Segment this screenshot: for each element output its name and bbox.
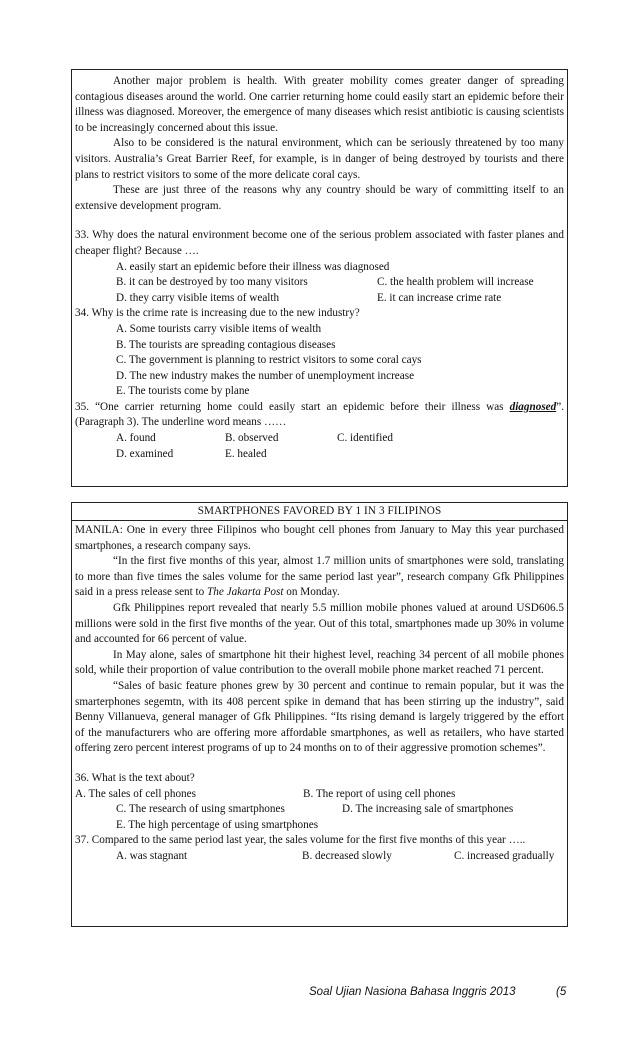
option-b: B. The tourists are spreading contagious diseases bbox=[116, 338, 336, 351]
passage-title: SMARTPHONES FAVORED BY 1 IN 3 FILIPINOS bbox=[72, 503, 567, 521]
question-37: 37. Compared to the same period last year, the sales volume for the first five months of this year ….. bbox=[75, 834, 526, 847]
option-a: A. was stagnant bbox=[116, 849, 188, 862]
paragraph-text: on Monday. bbox=[283, 586, 340, 599]
passage-paragraph: Also to be considered is the natural environment, which can be seriously threatened by too many visitors. Australia’s Great Barrier Reef, for example, is in danger of being destroyed by tourists and there plans to restrict visitors to some of the more delicate coral cays. bbox=[75, 137, 564, 181]
option-c: C. The government is planning to restrict visitors to some coral cays bbox=[116, 354, 422, 367]
reading-passage-box-1 bbox=[71, 69, 568, 487]
footer-title: Soal Ujian Nasiona Bahasa Inggris 2013 bbox=[309, 986, 516, 998]
option-row bbox=[75, 322, 564, 338]
option-row bbox=[75, 447, 564, 463]
question-34: 34. Why is the crime rate is increasing due to the new industry? bbox=[75, 307, 360, 320]
option-e: E. The tourists come by plane bbox=[116, 385, 250, 398]
question-35 bbox=[75, 400, 564, 431]
option-row bbox=[75, 275, 564, 291]
question-36: 36. What is the text about? bbox=[75, 771, 195, 784]
option-a: A. Some tourists carry visible items of wealth bbox=[116, 322, 322, 335]
option-e: E. healed bbox=[225, 447, 267, 460]
option-b: B. observed bbox=[225, 432, 279, 445]
passage-paragraph bbox=[75, 554, 564, 601]
option-row bbox=[75, 291, 564, 307]
option-a: A. The sales of cell phones bbox=[75, 787, 196, 800]
passage-paragraph: These are just three of the reasons why any country should be wary of committing itself to an extensive development program. bbox=[75, 184, 564, 212]
option-row bbox=[75, 353, 564, 369]
option-a: A. found bbox=[116, 432, 156, 445]
option-row bbox=[75, 431, 564, 447]
option-b: B. decreased slowly bbox=[302, 849, 392, 862]
paragraph-text: “In the first five months of this year, almost 1.7 million units of smartphones were sold, translating to more than five times the sales volume for the same period last year”, research company Gfk Philippines said in a press release sent to bbox=[75, 555, 564, 599]
option-row bbox=[75, 818, 564, 834]
option-c: C. increased gradually bbox=[454, 849, 555, 862]
option-row bbox=[75, 260, 564, 276]
option-c: C. the health problem will increase bbox=[377, 276, 534, 289]
option-d: D. they carry visible items of wealth bbox=[116, 291, 280, 304]
passage-paragraph: MANILA: One in every three Filipinos who bought cell phones from January to May this year purchased smartphones, a research company says. bbox=[75, 524, 564, 552]
question-text: 35. “One carrier returning home could easily start an epidemic before their illness was bbox=[75, 400, 510, 413]
option-b: B. it can be destroyed by too many visitors bbox=[116, 276, 308, 289]
passage-paragraph: Another major problem is health. With greater mobility comes greater danger of spreading contagious diseases around the world. One carrier returning home could easily start an epidemic before their illness was diagnosed. Moreover, the emergence of many diseases which resist antibiotic is causing scientists to be increasingly concerned about this issue. bbox=[75, 75, 564, 134]
option-b: B. The report of using cell phones bbox=[303, 787, 456, 800]
option-a: A. easily start an epidemic before their illness was diagnosed bbox=[116, 260, 390, 273]
option-d: D. The new industry makes the number of unemployment increase bbox=[116, 369, 415, 382]
reading-passage-box-2 bbox=[71, 502, 568, 927]
option-d: D. examined bbox=[116, 447, 174, 460]
option-c: C. The research of using smartphones bbox=[116, 803, 285, 816]
option-row bbox=[75, 384, 564, 400]
passage-paragraph: Gfk Philippines report revealed that nearly 5.5 million mobile phones valued at around USD606.5 millions were sold in the first five months of the year. Out of this total, smartphones made up 30% in volume and accounted for 66 percent of value. bbox=[75, 601, 564, 646]
option-row bbox=[75, 849, 564, 865]
question-33: 33. Why does the natural environment become one of the serious problem associated with faster planes and cheaper flight? Because …. bbox=[75, 229, 564, 257]
option-e: E. it can increase crime rate bbox=[377, 291, 502, 304]
page-footer bbox=[309, 986, 567, 998]
option-row bbox=[75, 369, 564, 385]
option-row bbox=[75, 787, 564, 803]
page-number: (5 bbox=[556, 986, 567, 998]
publication-name: The Jakarta Post bbox=[207, 586, 284, 599]
option-row bbox=[75, 338, 564, 354]
question-text: ”. (Paragraph 3). The underline word means …… bbox=[75, 400, 564, 429]
option-d: D. The increasing sale of smartphones bbox=[342, 803, 514, 816]
option-c: C. identified bbox=[337, 432, 393, 445]
passage-paragraph: In May alone, sales of smartphone hit their highest level, reaching 34 percent of all mobile phones sold, while their proportion of value contribution to the overall mobile phone market reached 71 percent. bbox=[75, 648, 564, 677]
passage-paragraph: “Sales of basic feature phones grew by 30 percent and continue to remain popular, but it was the smarterphones segemtn, with its 408 percent spike in demand that has been stirring up the industry”, said Benny Villanueva, general manager of Gfk Philippines. “Its rising demand is largely triggered by the effort of the manufacturers who are offering more affordable smartphones, as well as retailers, who have started offering zero percent interest programs of up to 24 months on to of their aggressive promotion schemes”. bbox=[75, 679, 564, 755]
option-row bbox=[75, 802, 564, 818]
option-e: E. The high percentage of using smartphones bbox=[116, 818, 319, 831]
underlined-word: diagnosed bbox=[509, 400, 557, 413]
